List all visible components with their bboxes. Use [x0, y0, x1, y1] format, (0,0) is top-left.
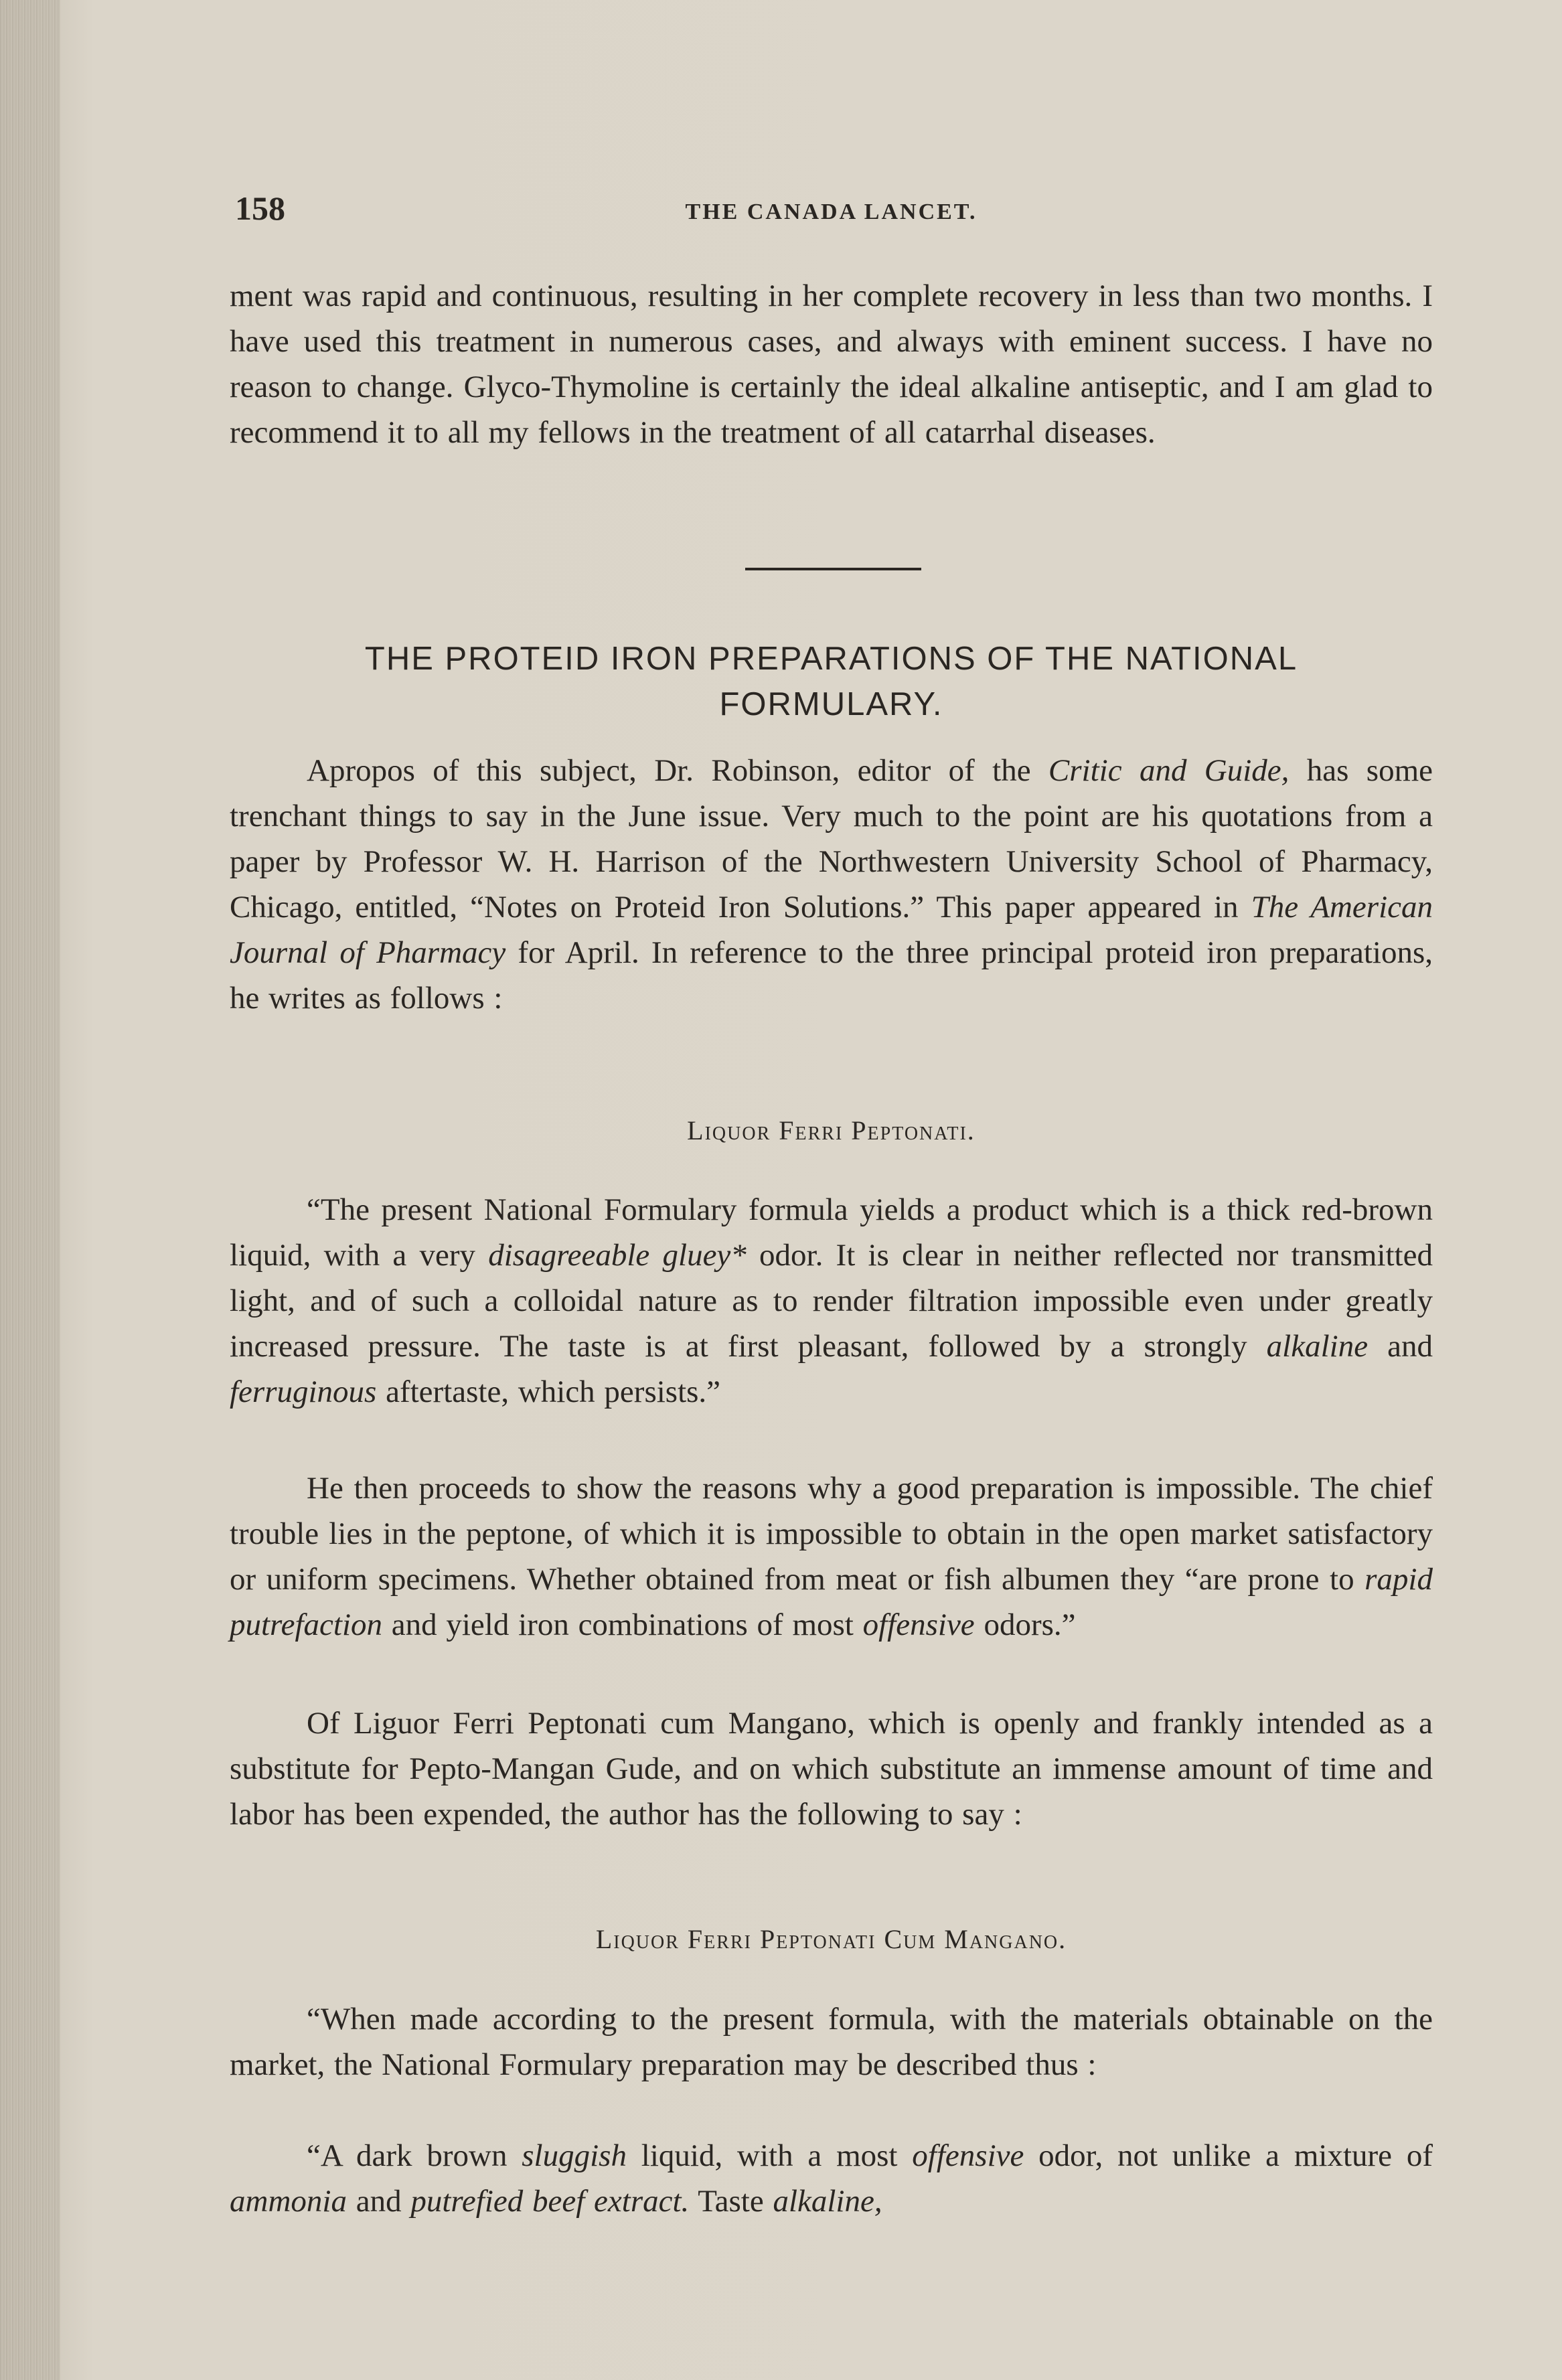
paragraph-continuation: ment was rapid and continuous, resulting in her complete recovery in less than two months. I have used this treatment in numerous cases, and always with eminent success. I have no reason to change. Glyco-Thymoline is certainly the ideal alkaline antiseptic, and I am glad to recommend it to all my fellows in the treatment of all catarrhal diseases.	[230, 279, 1433, 450]
text-run: odors.”	[974, 1607, 1076, 1642]
text-run: for April. In reference to the three principal proteid iron preparations, he writes as follows :	[230, 935, 1433, 1016]
paragraph-quote-1	[230, 1187, 1433, 1415]
italic-run: rapid putrefaction	[230, 1562, 1433, 1642]
paragraph-quote-2: “When made according to the present formula, with the materials obtainable on the market, the National Formulary preparation may be described thus :	[230, 2002, 1433, 2082]
subhead-liquor-ferri-peptonati: Liquor Ferri Peptonati.	[687, 1115, 975, 1145]
text-run: and	[1368, 1329, 1433, 1364]
article-title-line-2: FORMULARY.	[719, 686, 943, 722]
italic-run: ammonia	[230, 2184, 347, 2219]
italic-run: alkaline	[1266, 1329, 1369, 1364]
text-run: liquid, with a most	[626, 2138, 913, 2173]
text-run: and yield iron combinations of most	[382, 1607, 863, 1642]
italic-run: disagreeable gluey*	[488, 1238, 747, 1273]
italic-run: offensive	[912, 2138, 1024, 2173]
text-run: and	[346, 2184, 411, 2219]
text-run: Apropos of this subject, Dr. Robinson, editor of the	[307, 753, 1048, 788]
page-number: 158	[235, 189, 285, 227]
paragraph-intro	[230, 748, 1433, 1021]
subhead-liquor-ferri-peptonati-cum-mangano: Liquor Ferri Peptonati Cum Mangano.	[595, 1924, 1067, 1954]
text-run: Taste	[689, 2184, 773, 2219]
article-title	[230, 636, 1433, 727]
italic-run: offensive	[862, 1607, 975, 1642]
article-title-line-1: THE PROTEID IRON PREPARATIONS OF THE NATIONAL	[364, 641, 1298, 677]
book-gutter	[0, 0, 60, 2380]
italic-run: sluggish	[522, 2138, 627, 2173]
paragraph-quote-3	[230, 2133, 1433, 2224]
italic-run: alkaline,	[773, 2184, 882, 2219]
italic-run: Critic and Guide,	[1048, 753, 1290, 788]
text-run: “The present National Formulary formula yields a product which is a thick red-brown liquid, with a very	[230, 1192, 1433, 1273]
text-run: “A dark brown	[307, 2138, 522, 2173]
running-head	[230, 189, 1433, 242]
section-divider	[745, 568, 921, 570]
text-run: has some trenchant things to say in the June issue. Very much to the point are his quotations from a paper by Professor W. H. Harrison of the Northwestern University School of Pharmacy, Chicago, entitled, “Notes on Proteid Iron Solutions.” This paper appeared in	[230, 753, 1433, 925]
italic-run: The American Journal of Pharmacy	[230, 890, 1433, 970]
text-run: odor, not unlike a mixture of	[1024, 2138, 1433, 2173]
italic-run: putrefied beef extract.	[410, 2184, 690, 2219]
journal-title: THE CANADA LANCET.	[685, 200, 978, 224]
text-run: odor. It is clear in neither reflected nor transmitted light, and of such a colloidal nature as to render filtration impossible even under greatly increased pressure. The taste is at first pleasant, followed by a strongly	[230, 1238, 1433, 1364]
text-run: He then proceeds to show the reasons why a good preparation is impossible. The chief trouble lies in the peptone, of which it is impossible to obtain in the open market satisfactory or uniform specimens. Whether obtained from meat or fish albumen they “are prone to	[230, 1471, 1433, 1597]
paragraph-reasons	[230, 1465, 1433, 1648]
italic-run: ferruginous	[230, 1374, 377, 1409]
paragraph-mangano-intro: Of Liguor Ferri Peptonati cum Mangano, which is openly and frankly intended as a substitute for Pepto-Mangan Gude, and on which substitute an immense amount of time and labor has been expended, the author has the following to say :	[230, 1706, 1433, 1832]
text-run: aftertaste, which persists.”	[376, 1374, 721, 1409]
